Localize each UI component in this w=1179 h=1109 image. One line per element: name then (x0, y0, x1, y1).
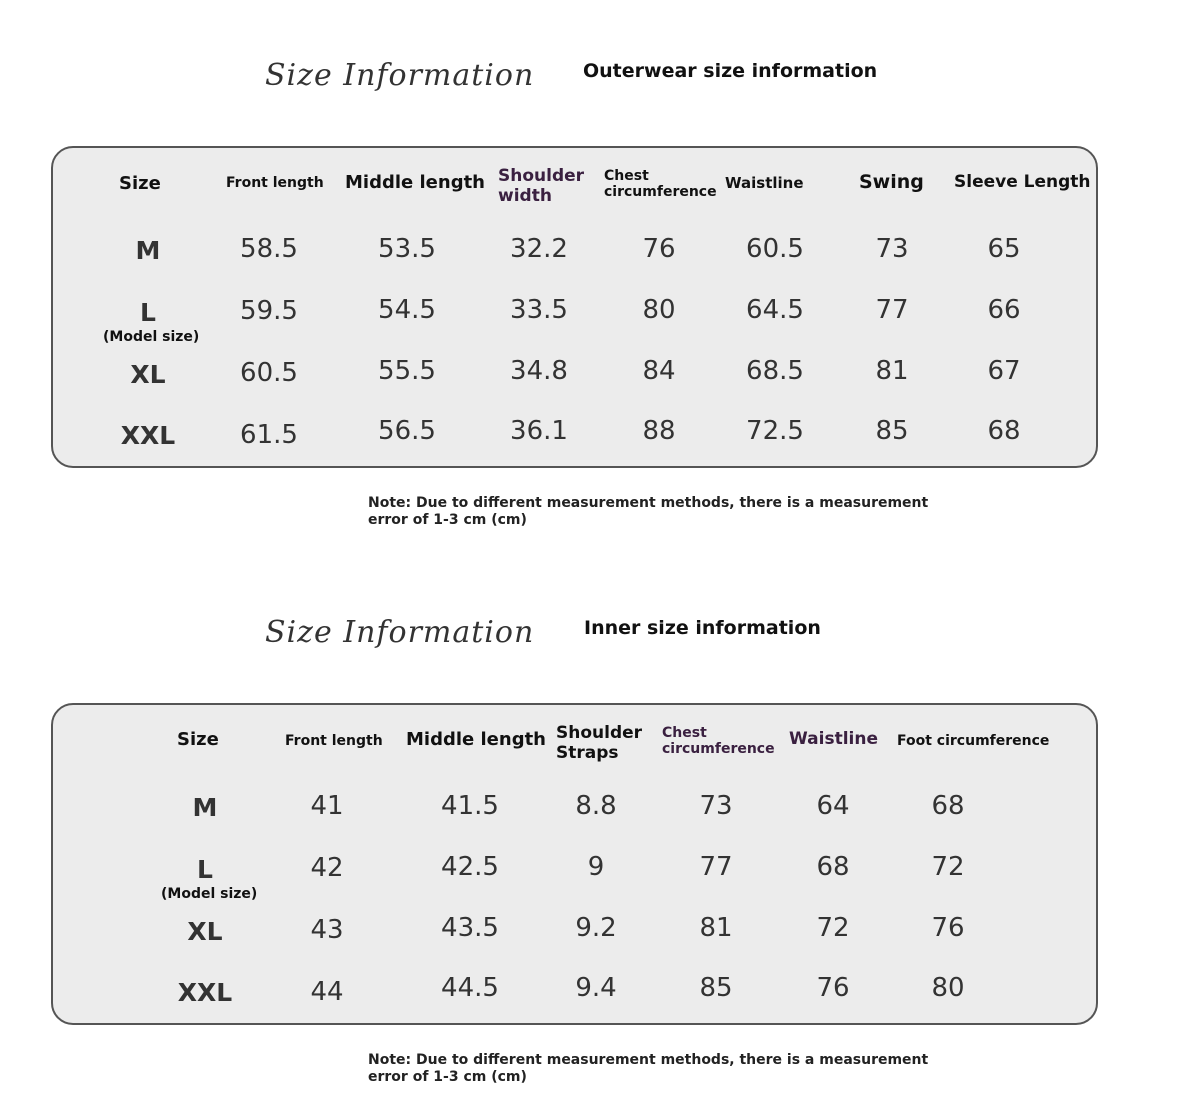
inner-size-table (51, 703, 1098, 1025)
cell-front-length: 44 (310, 977, 344, 1007)
cell-shoulder-width: 34.8 (510, 356, 568, 386)
size-label: M (192, 793, 218, 822)
size-information-logo: Size Information (265, 615, 535, 650)
size-label: XL (187, 917, 223, 946)
measurement-note: Note: Due to different measurement methods, there is a measurement error of 1-3 cm (cm) (368, 495, 929, 528)
size-label: XXL (120, 421, 176, 450)
cell-chest: 81 (699, 913, 733, 943)
cell-shoulder-straps: 9.2 (575, 913, 617, 943)
measurement-note: Note: Due to different measurement methods, there is a measurement error of 1-3 cm (cm) (368, 1052, 929, 1085)
cell-waistline: 72 (816, 913, 850, 943)
cell-chest: 80 (642, 295, 676, 325)
cell-chest: 76 (642, 234, 676, 264)
cell-front-length: 61.5 (240, 420, 298, 450)
cell-middle-length: 55.5 (378, 356, 436, 386)
cell-front-length: 59.5 (240, 296, 298, 326)
cell-middle-length: 43.5 (441, 913, 499, 943)
header-sleeve-length: Sleeve Length (954, 172, 1091, 192)
cell-chest: 73 (699, 791, 733, 821)
cell-waistline: 60.5 (746, 234, 804, 264)
cell-swing: 77 (875, 295, 909, 325)
cell-shoulder-straps: 8.8 (575, 791, 617, 821)
cell-middle-length: 54.5 (378, 295, 436, 325)
cell-middle-length: 41.5 (441, 791, 499, 821)
size-information-logo: Size Information (265, 58, 535, 93)
cell-waistline: 72.5 (746, 416, 804, 446)
header-front-length: Front length (226, 175, 324, 191)
model-size-note: (Model size) (103, 329, 200, 345)
cell-sleeve-length: 65 (987, 234, 1021, 264)
outerwear-size-table (51, 146, 1098, 468)
cell-sleeve-length: 67 (987, 356, 1021, 386)
cell-waistline: 68.5 (746, 356, 804, 386)
cell-front-length: 43 (310, 915, 344, 945)
cell-chest: 85 (699, 973, 733, 1003)
cell-middle-length: 42.5 (441, 852, 499, 882)
cell-front-length: 60.5 (240, 358, 298, 388)
header-chest-circumference: Chest circumference (662, 725, 775, 758)
cell-shoulder-straps: 9 (587, 852, 605, 882)
header-swing: Swing (859, 171, 924, 193)
cell-foot-circumference: 80 (931, 973, 965, 1003)
cell-swing: 81 (875, 356, 909, 386)
cell-front-length: 41 (310, 791, 344, 821)
cell-middle-length: 56.5 (378, 416, 436, 446)
size-label: XXL (177, 978, 233, 1007)
cell-middle-length: 44.5 (441, 973, 499, 1003)
size-label: L (197, 855, 213, 884)
cell-sleeve-length: 68 (987, 416, 1021, 446)
header-waistline: Waistline (725, 174, 804, 192)
cell-waistline: 64.5 (746, 295, 804, 325)
header-size: Size (119, 173, 161, 194)
cell-middle-length: 53.5 (378, 234, 436, 264)
header-foot-circumference: Foot circumference (897, 733, 1050, 749)
header-waistline: Waistline (789, 729, 878, 749)
cell-waistline: 64 (816, 791, 850, 821)
size-label: M (135, 236, 161, 265)
cell-waistline: 68 (816, 852, 850, 882)
cell-foot-circumference: 76 (931, 913, 965, 943)
header-middle-length: Middle length (345, 172, 485, 193)
cell-chest: 84 (642, 356, 676, 386)
cell-chest: 77 (699, 852, 733, 882)
size-label: L (140, 298, 156, 327)
header-shoulder-straps: Shoulder Straps (556, 723, 643, 763)
cell-swing: 73 (875, 234, 909, 264)
cell-foot-circumference: 68 (931, 791, 965, 821)
cell-front-length: 58.5 (240, 234, 298, 264)
header-front-length: Front length (285, 733, 383, 749)
cell-foot-circumference: 72 (931, 852, 965, 882)
cell-shoulder-width: 36.1 (510, 416, 568, 446)
header-middle-length: Middle length (406, 729, 546, 750)
cell-shoulder-width: 33.5 (510, 295, 568, 325)
cell-sleeve-length: 66 (987, 295, 1021, 325)
cell-swing: 85 (875, 416, 909, 446)
header-size: Size (177, 729, 219, 750)
cell-front-length: 42 (310, 853, 344, 883)
header-chest-circumference: Chest circumference (604, 168, 717, 201)
cell-shoulder-width: 32.2 (510, 234, 568, 264)
header-shoulder-width: Shoulder width (498, 166, 585, 206)
outerwear-section-title: Outerwear size information (583, 60, 878, 82)
inner-section-title: Inner size information (584, 617, 821, 639)
model-size-note: (Model size) (161, 886, 258, 902)
cell-waistline: 76 (816, 973, 850, 1003)
cell-chest: 88 (642, 416, 676, 446)
size-label: XL (130, 360, 166, 389)
cell-shoulder-straps: 9.4 (575, 973, 617, 1003)
